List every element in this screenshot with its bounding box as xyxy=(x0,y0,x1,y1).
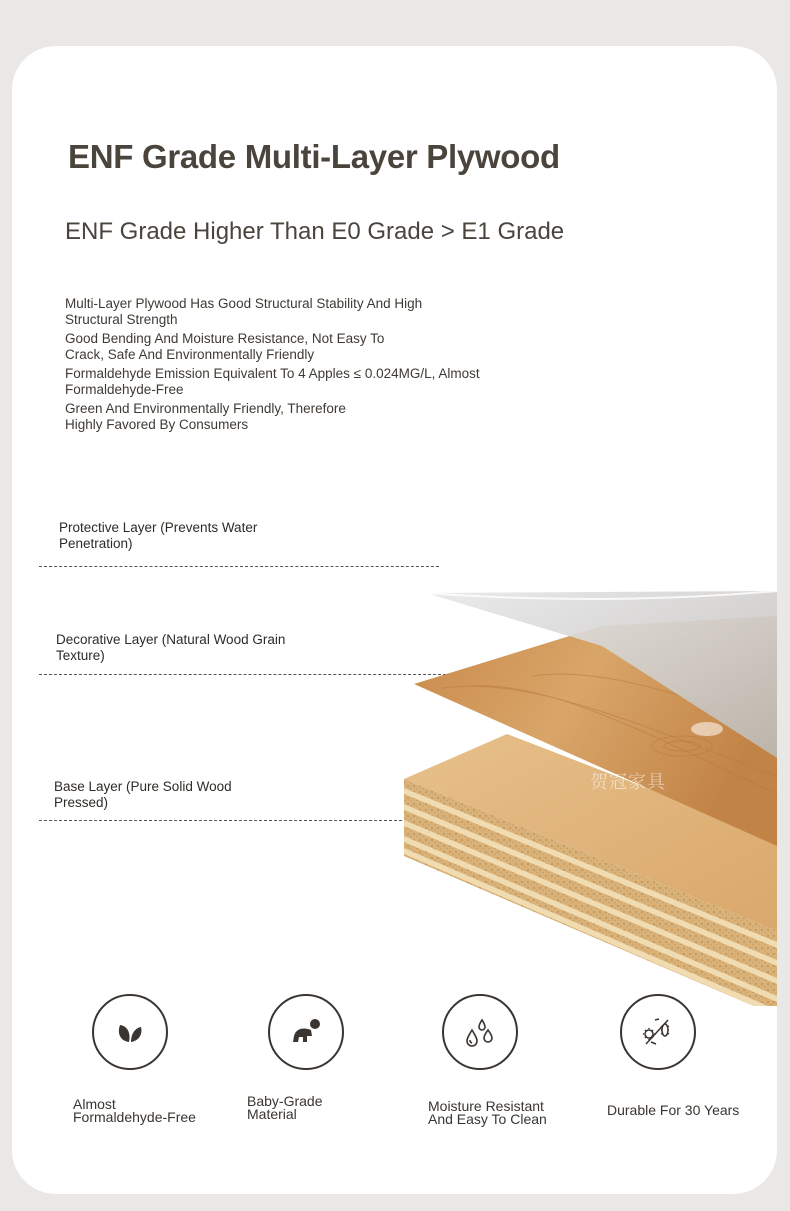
water-droplet xyxy=(691,722,723,736)
plywood-layers-illustration xyxy=(382,526,777,1006)
feature-item: Multi-Layer Plywood Has Good Structural Stability And High Structural Strength xyxy=(65,296,423,327)
feature-item: Good Bending And Moisture Resistance, Not Easy To Crack, Safe And Environmentally Friendly xyxy=(65,331,385,362)
badge-label: Almost Formaldehyde-Free xyxy=(73,1096,196,1125)
anti-bacteria-icon xyxy=(640,1014,676,1050)
leaf-icon xyxy=(112,1014,148,1050)
badge-label: Baby-Grade Material xyxy=(247,1093,323,1122)
feature-item: Green And Environmentally Friendly, Therefore Highly Favored By Consumers xyxy=(65,401,346,432)
page-subtitle: ENF Grade Higher Than E0 Grade > E1 Grade xyxy=(65,218,565,245)
feature-list xyxy=(65,296,535,436)
crawling-baby-icon xyxy=(288,1014,324,1050)
badge-label: Moisture Resistant And Easy To Clean xyxy=(428,1098,547,1127)
watermark: 贺冠家具 xyxy=(590,560,666,580)
base-layer-divider xyxy=(39,820,417,821)
water-drops-icon xyxy=(462,1014,498,1050)
durable-badge xyxy=(620,994,696,1070)
feature-item: Formaldehyde Emission Equivalent To 4 Apples ≤ 0.024MG/L, Almost Formaldehyde-Free xyxy=(65,366,480,397)
base-layer-label: Base Layer (Pure Solid Wood Pressed) xyxy=(54,779,232,810)
protective-layer-divider xyxy=(39,566,439,567)
product-card xyxy=(12,46,777,1194)
page-title: ENF Grade Multi-Layer Plywood xyxy=(68,138,560,175)
decorative-layer-label: Decorative Layer (Natural Wood Grain Texture) xyxy=(56,632,286,663)
moisture-badge xyxy=(442,994,518,1070)
badge-label: Durable For 30 Years xyxy=(607,1102,740,1118)
protective-layer-label: Protective Layer (Prevents Water Penetration) xyxy=(59,520,258,551)
leaf-badge xyxy=(92,994,168,1070)
watermark: 贺冠家具 xyxy=(590,772,666,792)
baby-badge xyxy=(268,994,344,1070)
